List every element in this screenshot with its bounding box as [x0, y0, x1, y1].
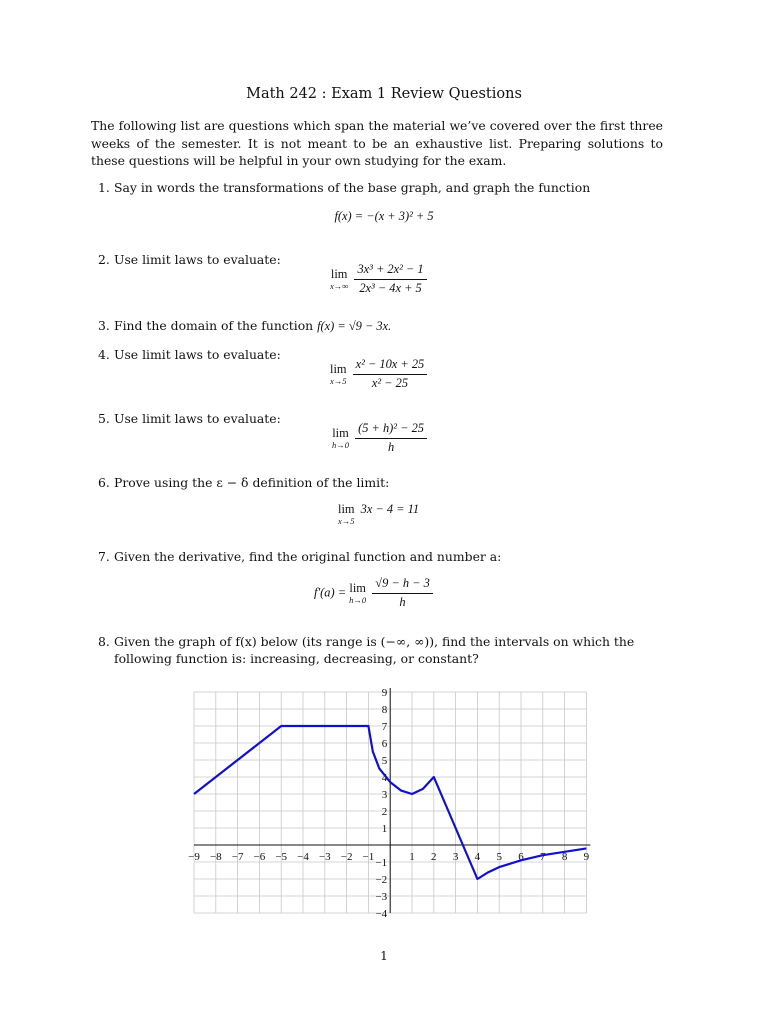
denominator: 2x³ − 4x + 5: [359, 281, 422, 295]
x-tick-label: 2: [431, 851, 437, 863]
lim-subscript: x→∞: [330, 281, 349, 291]
equation-q7: [314, 576, 433, 610]
question-text: Say in words the transformations of the base graph, and graph the function: [114, 180, 591, 195]
y-tick-label: 3: [381, 789, 388, 801]
equation-q5: [332, 421, 427, 455]
x-tick-label: −3: [318, 851, 331, 863]
x-tick-label: 5: [496, 851, 502, 863]
denominator: h: [399, 595, 406, 609]
question-7: [98, 548, 662, 565]
x-tick-label: −5: [275, 851, 288, 863]
derivative-lhs: f′(a) =: [314, 585, 347, 600]
x-tick-label: −7: [231, 851, 244, 863]
denominator: h: [387, 440, 395, 454]
question-text: Given the graph of f(x) below (its range is (−∞, ∞)), find the intervals on which the following function is: increasing, decreasing, or constant?: [114, 634, 635, 666]
x-tick-label: 8: [561, 851, 568, 863]
question-1: [98, 179, 662, 196]
lim-operator: lim: [330, 267, 348, 281]
y-tick-label: −3: [375, 891, 388, 903]
question-number: 8.: [98, 634, 110, 649]
x-tick-label: −8: [209, 851, 222, 863]
x-tick-label: 3: [452, 851, 459, 863]
equation-q2: [330, 262, 427, 296]
lim-operator: lim: [349, 581, 366, 595]
question-text: Use limit laws to evaluate:: [114, 347, 281, 362]
limit-expression: 3x − 4 = 11: [360, 502, 420, 516]
question-number: 2.: [98, 252, 110, 267]
denominator: x² − 25: [371, 376, 409, 390]
question-number: 1.: [98, 180, 110, 195]
y-tick-label: 8: [381, 704, 388, 716]
y-tick-label: 9: [381, 687, 388, 699]
intro-paragraph: The following list are questions which span the material we’ve covered over the first three weeks of the semester. It is not meant to be an exhaustive list. Preparing solutions to these questions will be helpful in your own studying for the exam.: [91, 118, 663, 169]
question-text: Use limit laws to evaluate:: [114, 252, 281, 267]
equation-q3: f(x) = √9 − 3x.: [317, 319, 392, 333]
numerator: x² − 10x + 25: [353, 357, 428, 375]
y-tick-label: −2: [375, 874, 388, 886]
y-tick-label: −1: [375, 857, 388, 869]
question-number: 4.: [98, 347, 110, 362]
y-tick-label: 5: [381, 755, 388, 767]
x-tick-label: 1: [409, 851, 415, 863]
question-text: Prove using the ε − δ definition of the limit:: [114, 475, 390, 490]
question-number: 3.: [98, 318, 110, 333]
lim-operator: lim: [338, 502, 355, 516]
question-text: Find the domain of the function: [114, 318, 314, 333]
numerator: √9 − h − 3: [372, 576, 433, 594]
lim-operator: lim: [332, 426, 349, 440]
equation-q6: [338, 502, 419, 526]
y-tick-label: 4: [381, 772, 388, 784]
x-tick-label: −4: [297, 851, 309, 863]
y-tick-label: 6: [381, 738, 388, 750]
lim-subscript: h→0: [349, 595, 367, 605]
lim-subscript: h→0: [332, 440, 349, 450]
x-tick-label: −6: [253, 851, 266, 863]
y-tick-label: 1: [381, 823, 388, 835]
x-tick-label: 4: [474, 851, 481, 863]
numerator: 3x³ + 2x² − 1: [354, 262, 426, 280]
lim-operator: lim: [330, 362, 347, 376]
equation-q4: [330, 357, 427, 391]
y-tick-label: −4: [375, 908, 388, 920]
x-tick-label: 6: [518, 851, 524, 863]
y-tick-label: 7: [381, 721, 388, 733]
question-number: 6.: [98, 475, 110, 490]
x-tick-label: 9: [583, 851, 590, 863]
y-tick-label: 2: [381, 806, 388, 818]
page-number: 1: [380, 949, 388, 963]
lim-subscript: x→5: [338, 516, 355, 526]
equation-q1: f(x) = −(x + 3)² + 5: [334, 209, 434, 223]
x-tick-label: 7: [540, 851, 546, 863]
question-text: Given the derivative, find the original function and number a:: [114, 549, 502, 564]
question-text: Use limit laws to evaluate:: [114, 411, 281, 426]
x-tick-label: −9: [188, 851, 200, 863]
x-tick-label: −2: [340, 851, 353, 863]
x-tick-label: −1: [362, 851, 375, 863]
question-6: [98, 474, 662, 491]
lim-subscript: x→5: [330, 376, 347, 386]
question-3: [98, 317, 662, 335]
question-8: [98, 633, 662, 667]
question-number: 7.: [98, 549, 110, 564]
question-number: 5.: [98, 411, 110, 426]
page-title: Math 242 : Exam 1 Review Questions: [246, 86, 522, 102]
numerator: (5 + h)² − 25: [355, 421, 427, 439]
function-graph: [180, 684, 600, 920]
